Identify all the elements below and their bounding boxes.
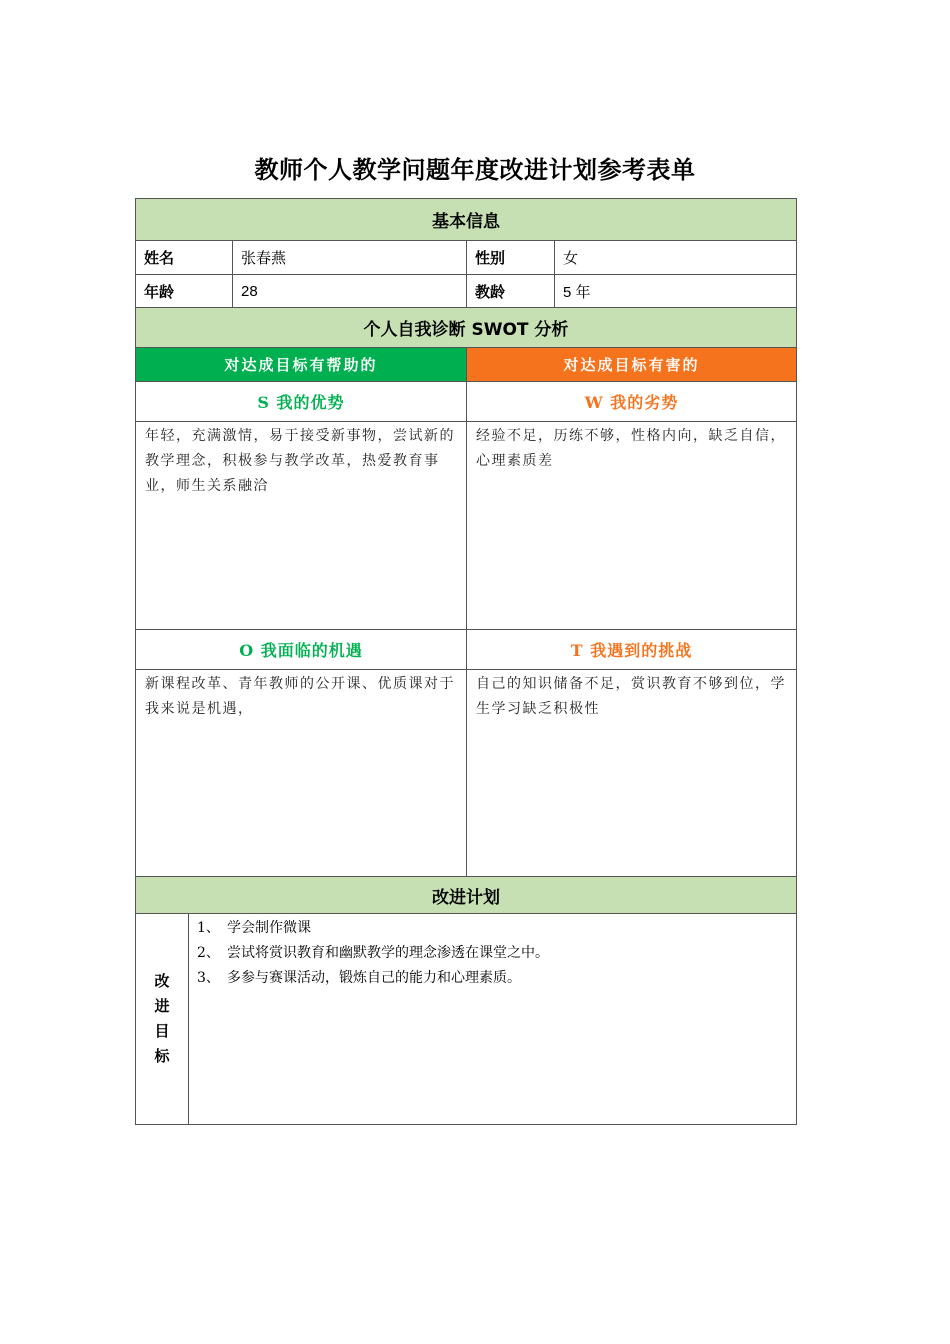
goal-label-char: 进 <box>154 997 170 1015</box>
plan-header: 改进计划 <box>136 877 796 913</box>
goal-item <box>197 941 549 966</box>
plan-body-row <box>136 914 796 1124</box>
helpful-header: 对达成目标有帮助的 <box>136 348 467 381</box>
ot-title-row <box>136 630 796 670</box>
swot-header-row <box>136 308 796 348</box>
basic-info-header-row <box>136 199 796 241</box>
goal-item-text: 尝试将赏识教育和幽默教学的理念渗透在课堂之中。 <box>227 945 549 961</box>
plan-header-row <box>136 877 796 914</box>
weaknesses-title: W 我的劣势 <box>584 393 679 412</box>
goal-item <box>197 966 549 991</box>
basic-info-row-2 <box>136 275 796 308</box>
opportunities-title: O 我面临的机遇 <box>136 630 467 669</box>
goal-item <box>197 916 549 941</box>
threats-text: 自己的知识储备不足，赏识教育不够到位，学生学习缺乏积极性 <box>476 676 786 717</box>
teaching-years-value: 5 年 <box>563 283 591 301</box>
basic-info-header: 基本信息 <box>136 199 796 240</box>
sw-title-row <box>136 382 796 422</box>
goal-label <box>136 914 189 1124</box>
goal-item-number: 2、 <box>197 945 220 961</box>
sw-body-row <box>136 422 796 630</box>
goal-item-number: 3、 <box>197 970 220 986</box>
basic-info-row-1 <box>136 241 796 275</box>
strengths-text: 年轻，充满激情，易于接受新事物，尝试新的教学理念，积极参与教学改革，热爱教育事业，师生关系融洽 <box>136 422 467 629</box>
gender-label: 性别 <box>467 241 555 274</box>
goal-item-number: 1、 <box>197 920 220 936</box>
age-value: 28 <box>233 275 467 307</box>
goal-item-text: 学会制作微课 <box>227 920 311 936</box>
swot-header: 个人自我诊断 SWOT 分析 <box>136 308 796 347</box>
gender-value: 女 <box>563 250 579 267</box>
goal-label-char: 标 <box>154 1047 170 1065</box>
strengths-title: S 我的优势 <box>136 382 467 421</box>
swot-direction-row <box>136 348 796 382</box>
goal-label-char: 目 <box>154 1022 170 1040</box>
goal-list-cell <box>189 914 796 1124</box>
improvement-plan-form <box>135 198 797 1125</box>
weaknesses-text: 经验不足，历练不够，性格内向，缺乏自信，心理素质差 <box>476 428 786 469</box>
harmful-header: 对达成目标有害的 <box>467 348 796 381</box>
opportunities-text: 新课程改革、青年教师的公开课、优质课对于我来说是机遇， <box>136 670 467 876</box>
threats-title: T 我遇到的挑战 <box>570 641 693 660</box>
name-value: 张春燕 <box>233 241 467 274</box>
goal-item-text: 多参与赛课活动，锻炼自己的能力和心理素质。 <box>227 970 521 986</box>
age-label: 年龄 <box>136 275 233 307</box>
goal-list <box>197 916 549 991</box>
page-title: 教师个人教学问题年度改进计划参考表单 <box>254 156 696 184</box>
ot-body-row <box>136 670 796 877</box>
goal-label-char: 改 <box>154 972 170 990</box>
teaching-years-label: 教龄 <box>467 275 555 307</box>
name-label: 姓名 <box>136 241 233 274</box>
